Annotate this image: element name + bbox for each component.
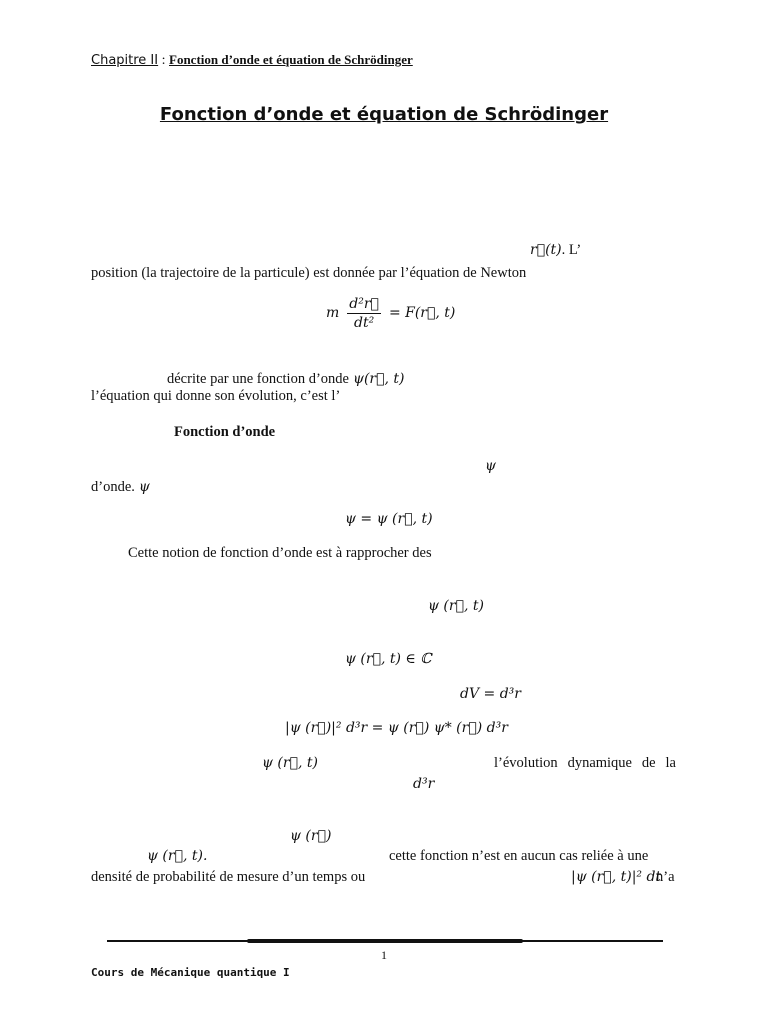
psi-rt-math: ψ(r⃗, t) bbox=[352, 371, 405, 387]
page-number: 1 bbox=[381, 948, 387, 962]
equation-line: l’équation qui donne son évolution, c’est l’ bbox=[91, 388, 341, 404]
course-footer: Cours de Mécanique quantique I bbox=[91, 966, 290, 979]
psi-complex: ψ (r⃗, t) ∈ ℂ bbox=[345, 651, 432, 667]
section-heading: Fonction d’onde bbox=[174, 424, 276, 440]
probability-equation: |ψ (r⃗)|² d³r = ψ (r⃗) ψ* (r⃗) d³r bbox=[285, 720, 508, 736]
l-apostrophe: . L’ bbox=[561, 242, 582, 258]
chapter-title: Fonction d’onde et équation de Schrödinger bbox=[169, 52, 413, 67]
evolution-word-1: l’évolution bbox=[494, 755, 558, 771]
newton-mass: m bbox=[326, 305, 340, 322]
evolution-word-4: la bbox=[665, 755, 676, 771]
cette-fonction-line: cette fonction n’est en aucun cas reliée à une bbox=[389, 848, 649, 864]
psi-squared-dt: |ψ (r⃗, t)|² dt bbox=[571, 869, 662, 885]
footer-divider bbox=[107, 940, 663, 942]
psi-symbol: ψ bbox=[485, 458, 496, 474]
position-line: position (la trajectoire de la particule) est donnée par l’équation de Newton bbox=[91, 265, 527, 281]
cette-notion-line: Cette notion de fonction d’onde est à rapprocher des bbox=[128, 545, 432, 561]
evolution-line bbox=[494, 755, 676, 772]
d3r: d³r bbox=[413, 776, 435, 792]
psi-rt-dot: ψ (r⃗, t). bbox=[147, 848, 208, 864]
newton-fraction bbox=[347, 296, 381, 331]
evolution-word-3: de bbox=[641, 755, 656, 771]
evolution-word-2: dynamique bbox=[567, 755, 632, 771]
chapter-label: Chapitre II bbox=[91, 53, 159, 68]
psi-r: ψ (r⃗) bbox=[290, 828, 332, 844]
newton-rhs: = F(r⃗, t) bbox=[388, 305, 456, 322]
newton-numerator: d²r⃗ bbox=[349, 296, 379, 312]
donde-psi: ψ bbox=[138, 479, 150, 495]
r-of-t-math: r⃗(t) bbox=[530, 242, 562, 258]
donde-text: d’onde. bbox=[91, 479, 135, 495]
decrite-text: décrite par une fonction d’onde bbox=[167, 371, 349, 387]
volume-element: dV = d³r bbox=[460, 686, 521, 702]
header-separator: : bbox=[158, 53, 169, 68]
donde-line bbox=[91, 478, 150, 496]
psi-rt-left: ψ (r⃗, t) bbox=[262, 755, 318, 771]
newton-denominator: dt² bbox=[354, 315, 375, 331]
page-title: Fonction d’onde et équation de Schrödinger bbox=[159, 104, 609, 125]
r-of-t-line bbox=[530, 241, 581, 259]
decrite-line bbox=[167, 370, 405, 388]
densite-line: densité de probabilité de mesure d’un temps ou bbox=[91, 869, 366, 885]
newton-equation bbox=[326, 296, 455, 331]
psi-rt-center: ψ (r⃗, t) bbox=[428, 598, 484, 614]
running-header bbox=[91, 52, 413, 69]
na-text: n’a bbox=[656, 869, 675, 885]
psi-definition: ψ = ψ (r⃗, t) bbox=[345, 511, 433, 527]
